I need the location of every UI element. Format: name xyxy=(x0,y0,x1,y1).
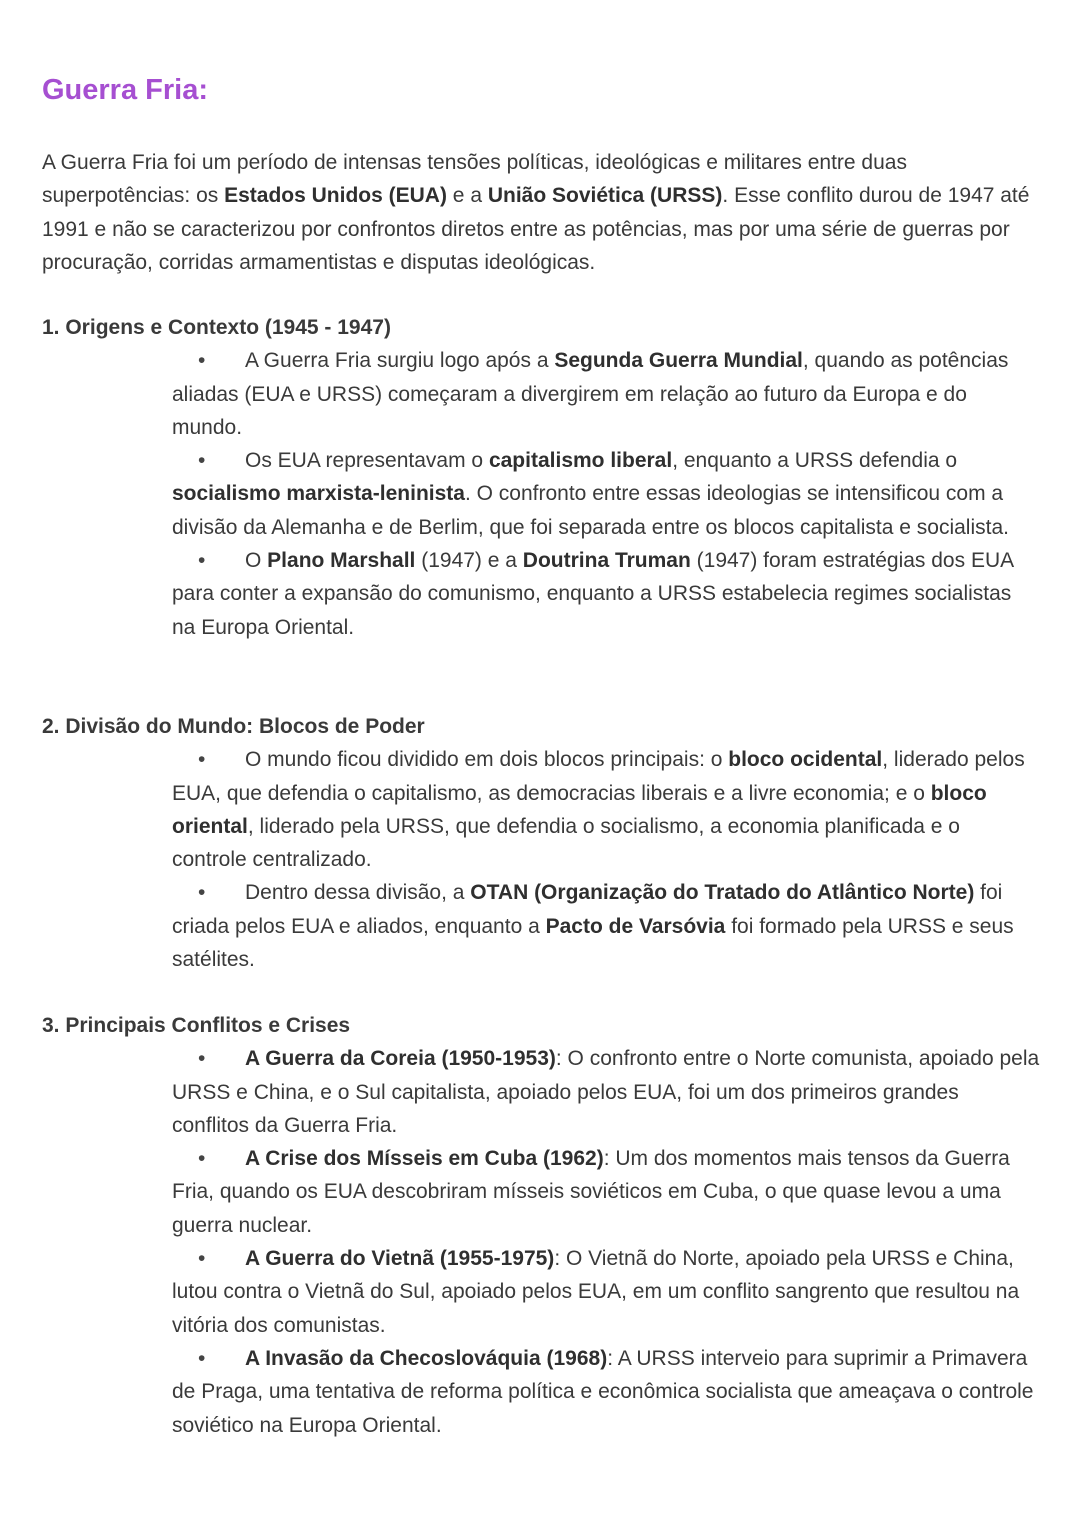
item-text xyxy=(172,1347,1033,1437)
bold-text: socialismo marxista-leninista xyxy=(172,482,465,506)
text-run: A Guerra Fria foi um período de intensas tensões políticas, ideológicas e militares entre duas superpotências: os xyxy=(42,151,907,208)
item-text xyxy=(172,549,1013,639)
section-heading: 1. Origens e Contexto (1945 - 1947) xyxy=(42,316,391,339)
bold-text: bloco ocidental xyxy=(728,748,883,772)
bullet-marker: • xyxy=(198,449,206,473)
text-run: , enquanto a URSS defendia o xyxy=(672,449,958,473)
bold-text: União Soviética (URSS) xyxy=(487,184,723,208)
bullet-list xyxy=(42,344,1042,644)
text-run: : O confronto entre o Norte comunista, apoiado pela URSS e China, e o Sul capitalista, apoiado pelos EUA, foi um dos primeiros grandes conflitos da Guerra Fria. xyxy=(172,1047,1040,1137)
text-run: , liderado pela URSS, que defendia o socialismo, a economia planificada e o controle centralizado. xyxy=(172,814,960,872)
text-run: Dentro dessa divisão, a xyxy=(245,881,471,905)
text-run: e a xyxy=(446,184,488,208)
section-origens xyxy=(42,311,1042,644)
bullet-marker: • xyxy=(198,748,206,772)
bullet-list xyxy=(42,1042,1042,1442)
bold-text: Doutrina Truman xyxy=(522,549,691,573)
text-run: (1947) foram estratégias dos EUA para conter a expansão do comunismo, enquanto a URSS estabelecia regimes socialistas na Europa Oriental. xyxy=(172,549,1013,639)
list-item xyxy=(172,544,1040,644)
bold-text: OTAN (Organização do Tratado do Atlântico Norte) xyxy=(470,881,975,905)
section-conflitos xyxy=(42,1009,1042,1442)
text-run: , quando as potências aliadas (EUA e URSS) começaram a divergirem em relação ao futuro da Europa e do mundo. xyxy=(172,349,1009,439)
bold-text: Estados Unidos (EUA) xyxy=(224,184,447,208)
bold-text: Pacto de Varsóvia xyxy=(545,914,726,938)
item-text xyxy=(172,1047,1039,1137)
bold-text: A Crise dos Mísseis em Cuba (1962) xyxy=(245,1147,604,1171)
text-run: foi criada pelos EUA e aliados, enquanto a xyxy=(172,881,1003,938)
text-run: A Guerra Fria surgiu logo após a xyxy=(245,349,555,373)
list-item xyxy=(172,1142,1040,1242)
list-item xyxy=(172,1342,1040,1442)
list-item xyxy=(172,1242,1040,1342)
text-run: . O confronto entre essas ideologias se intensificou com a divisão da Alemanha e de Berlim, que foi separada entre os blocos capitalista e socialista. xyxy=(172,482,1009,539)
bullet-marker: • xyxy=(198,349,206,373)
bullet-marker: • xyxy=(198,549,206,573)
list-item xyxy=(172,743,1040,876)
text-run: (1947) e a xyxy=(415,549,523,573)
bold-text: A Invasão da Checoslováquia (1968) xyxy=(245,1346,608,1370)
text-run: O xyxy=(245,549,268,573)
bullet-marker: • xyxy=(198,1047,206,1071)
bold-text: Plano Marshall xyxy=(267,549,416,573)
text-run: : Um dos momentos mais tensos da Guerra Fria, quando os EUA descobriram mísseis soviéticos em Cuba, o que quase levou a uma guerra nuclear. xyxy=(172,1147,1010,1237)
text-run: : O Vietnã do Norte, apoiado pela URSS e China, lutou contra o Vietnã do Sul, apoiado pelos EUA, em um conflito sangrento que resultou na vitória dos comunistas. xyxy=(172,1247,1020,1337)
bold-text: A Guerra do Vietnã (1955-1975) xyxy=(245,1247,555,1271)
text-run: Os EUA representavam o xyxy=(245,449,489,473)
text-run: , liderado pelos EUA, que defendia o capitalismo, as democracias liberais e a livre economia; e o xyxy=(172,748,1025,805)
item-text xyxy=(172,881,1014,971)
list-item xyxy=(172,344,1040,444)
list-item xyxy=(172,1042,1040,1142)
bold-text: bloco oriental xyxy=(172,781,987,838)
item-text xyxy=(172,1247,1019,1337)
text-run: : A URSS interveio para suprimir a Primavera de Praga, uma tentativa de reforma política e econômica socialista que ameaçava o controle soviético na Europa Oriental. xyxy=(172,1346,1034,1437)
section-heading: 3. Principais Conflitos e Crises xyxy=(42,1014,351,1037)
item-text xyxy=(172,349,1008,439)
list-item xyxy=(172,444,1040,544)
bullet-marker: • xyxy=(198,1346,206,1370)
bold-text: Segunda Guerra Mundial xyxy=(554,349,803,373)
intro-paragraph xyxy=(42,146,1042,279)
section-heading: 2. Divisão do Mundo: Blocos de Poder xyxy=(42,715,425,738)
text-run: foi formado pela URSS e seus satélites. xyxy=(172,914,1014,972)
list-item xyxy=(172,876,1040,976)
bold-text: A Guerra da Coreia (1950-1953) xyxy=(245,1047,556,1071)
bullet-marker: • xyxy=(198,881,206,905)
bold-text: capitalismo liberal xyxy=(488,449,673,473)
page-title: Guerra Fria: xyxy=(42,74,208,106)
section-divisao xyxy=(42,710,1042,976)
text-run: O mundo ficou dividido em dois blocos principais: o xyxy=(245,748,729,772)
item-text xyxy=(172,1147,1010,1237)
bullet-marker: • xyxy=(198,1247,206,1271)
bullet-marker: • xyxy=(198,1147,206,1171)
item-text xyxy=(172,748,1025,871)
item-text xyxy=(172,449,1009,539)
text-run: . Esse conflito durou de 1947 até 1991 e não se caracterizou por confrontos diretos entre as potências, mas por uma série de guerras por procuração, corridas armamentistas e disputas ideológicas. xyxy=(42,184,1030,274)
bullet-list xyxy=(42,743,1042,976)
